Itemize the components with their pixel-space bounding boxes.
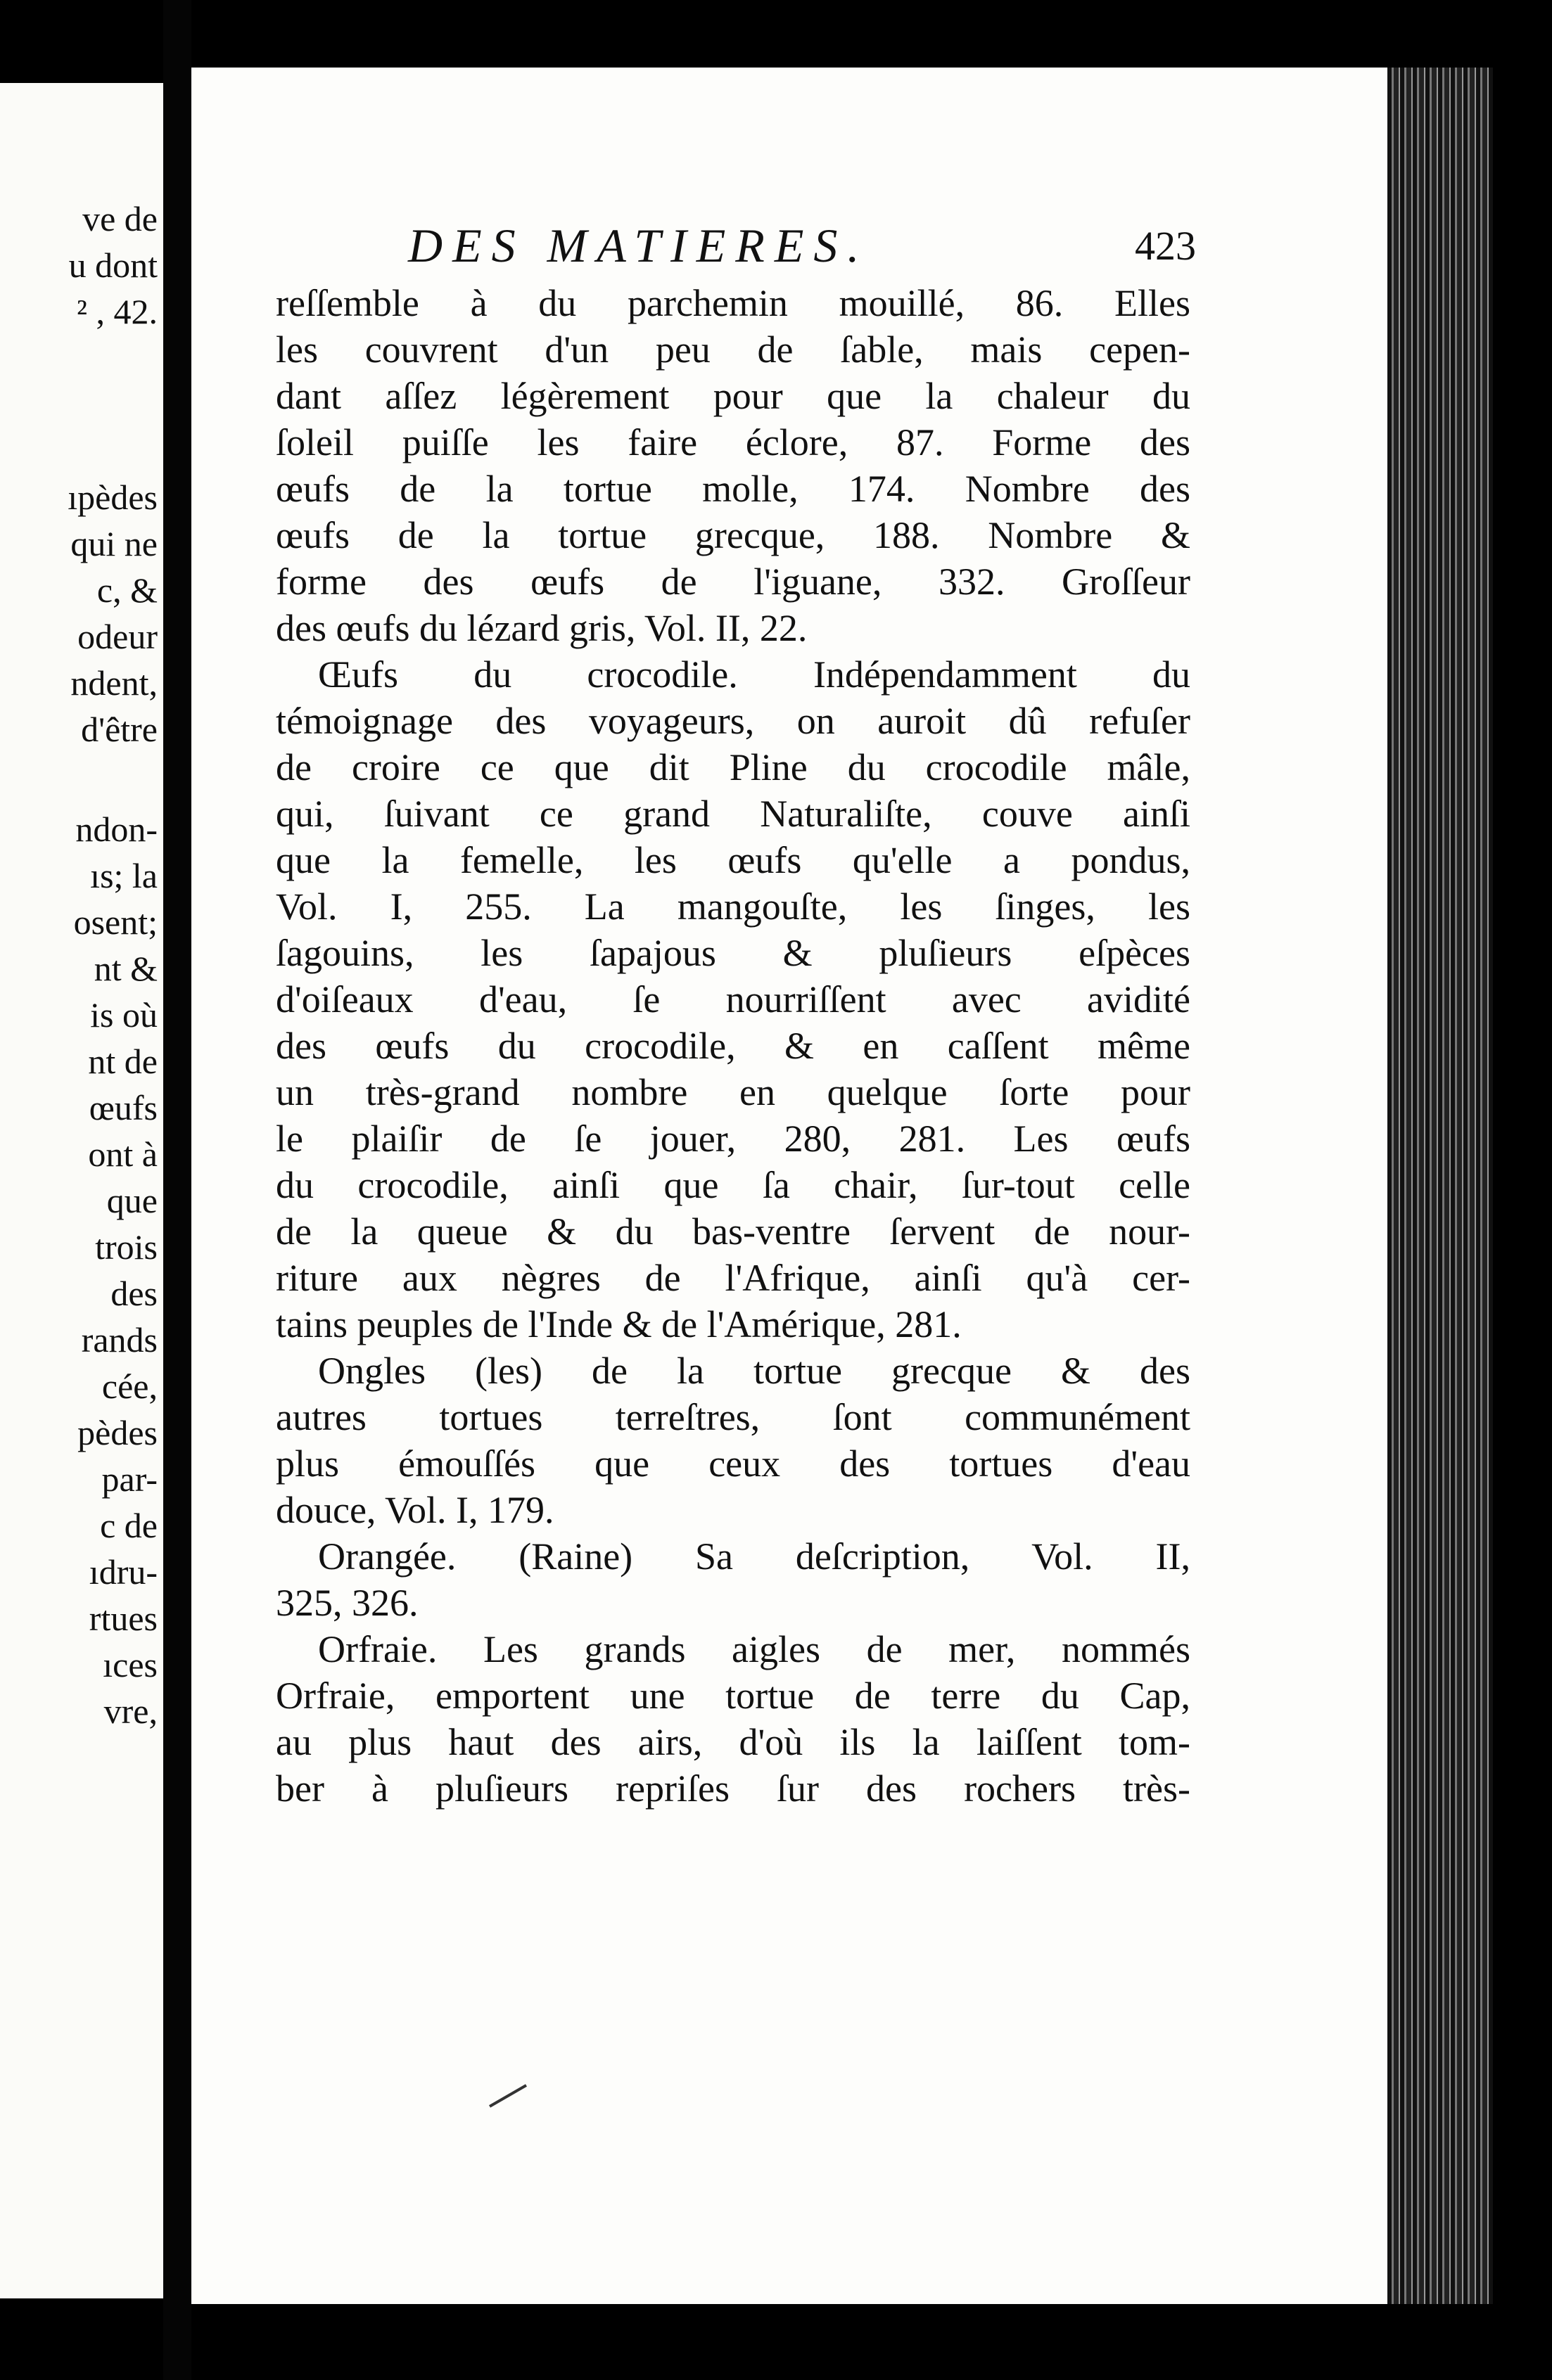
text-line: du crocodile, ainſi que ſa chair, ſur-tout celle [276, 1164, 1190, 1206]
text-line: au plus haut des airs, d'où ils la laiſſent tom- [276, 1721, 1190, 1763]
header-title: DES MATIERES. [408, 219, 870, 272]
left-page-line: vre, [103, 1691, 158, 1731]
text-line: Orfraie, emportent une tortue de terre du Cap, [276, 1675, 1190, 1717]
left-page-line: ve de [82, 199, 158, 238]
left-page-line: rands [81, 1320, 158, 1359]
index-text [276, 280, 1190, 1812]
text-line: autres tortues terreſtres, ſont communément [276, 1396, 1190, 1438]
page-edges [1387, 68, 1493, 2304]
text-line: des œufs du crocodile, & en caſſent même [276, 1025, 1190, 1067]
text-line: des œufs du lézard gris, Vol. II, 22. [276, 607, 808, 649]
text-line: ſoleil puiſſe les faire éclore, 87. Forme des [276, 421, 1190, 463]
left-page-line: des [110, 1274, 158, 1313]
text-line: de croire ce que dit Pline du crocodile mâle, [276, 746, 1190, 788]
left-page-line: trois [95, 1227, 158, 1267]
left-page-line: is où [90, 995, 158, 1035]
left-page-line: c de [100, 1506, 158, 1545]
text-line: œufs de la tortue grecque, 188. Nombre & [276, 514, 1190, 556]
page-number: 423 [1135, 223, 1196, 269]
text-line: témoignage des voyageurs, on auroit dû refuſer [276, 700, 1190, 742]
text-line: les couvrent d'un peu de ſable, mais cepen- [276, 328, 1190, 371]
text-line: Orangée. (Raine) Sa deſcription, Vol. II, [318, 1535, 1190, 1578]
left-page-line: ndon- [75, 810, 158, 849]
left-page-line: rtues [89, 1599, 158, 1638]
text-line: riture aux nègres de l'Afrique, ainſi qu'à cer- [276, 1257, 1190, 1299]
text-line: Ongles (les) de la tortue grecque & des [318, 1350, 1190, 1392]
left-page-line: cée, [101, 1367, 158, 1406]
text-line: ſagouins, les ſapajous & pluſieurs eſpèces [276, 932, 1190, 974]
left-page-line: œufs [89, 1088, 158, 1127]
text-line: de la queue & du bas-ventre ſervent de nour- [276, 1210, 1190, 1253]
left-page-line: u dont [68, 245, 158, 285]
left-page-line: osent; [73, 902, 158, 942]
left-page-line: ıdru- [89, 1552, 158, 1592]
text-line: qui, ſuivant ce grand Naturaliſte, couve ainſi [276, 793, 1190, 835]
text-line: Vol. I, 255. La mangouſte, les ſinges, les [276, 885, 1190, 928]
left-page-line: odeur [77, 617, 158, 656]
text-line: Œufs du crocodile. Indépendamment du [318, 653, 1190, 696]
text-line: le plaiſir de ſe jouer, 280, 281. Les œufs [276, 1118, 1190, 1160]
left-page-line: que [106, 1181, 158, 1220]
left-page-line: ıs; la [90, 856, 158, 895]
text-line: douce, Vol. I, 179. [276, 1489, 554, 1531]
text-line: œufs de la tortue molle, 174. Nombre des [276, 468, 1190, 510]
text-line: un très-grand nombre en quelque ſorte pour [276, 1071, 1190, 1113]
facing-page-left [0, 83, 165, 2298]
text-line: ber à pluſieurs repriſes ſur des rochers très- [276, 1767, 1190, 1810]
left-page-line: c, & [96, 570, 158, 610]
left-page-line: ıpèdes [68, 478, 158, 517]
running-header [408, 218, 1196, 274]
left-page-line: ont à [88, 1134, 158, 1174]
left-page-line: nt de [88, 1042, 158, 1081]
text-line: forme des œufs de l'iguane, 332. Groſſeur [276, 561, 1190, 603]
left-page-line: par- [101, 1459, 158, 1499]
page-edges-shadow [1493, 0, 1552, 2380]
left-page-line: pèdes [77, 1413, 158, 1452]
text-line: plus émouſſés que ceux des tortues d'eau [276, 1442, 1190, 1485]
left-page-line: nt & [94, 949, 158, 988]
text-line: dant aſſez légèrement pour que la chaleur du [276, 375, 1190, 417]
text-line: tains peuples de l'Inde & de l'Amérique, 281. [276, 1303, 962, 1345]
text-line: reſſemble à du parchemin mouillé, 86. Elles [276, 282, 1190, 324]
left-page-line: ndent, [70, 663, 158, 703]
text-line: que la femelle, les œufs qu'elle a pondus, [276, 839, 1190, 881]
text-line: Orfraie. Les grands aigles de mer, nommés [318, 1628, 1190, 1670]
left-page-line: qui ne [70, 524, 158, 563]
text-line: 325, 326. [276, 1582, 419, 1624]
left-page-line: ² , 42. [77, 292, 158, 331]
left-page-line: d'être [81, 710, 158, 749]
left-page-line: ıces [103, 1645, 158, 1684]
text-line: d'oiſeaux d'eau, ſe nourriſſent avec avidité [276, 978, 1190, 1021]
book-gutter [163, 0, 191, 2380]
